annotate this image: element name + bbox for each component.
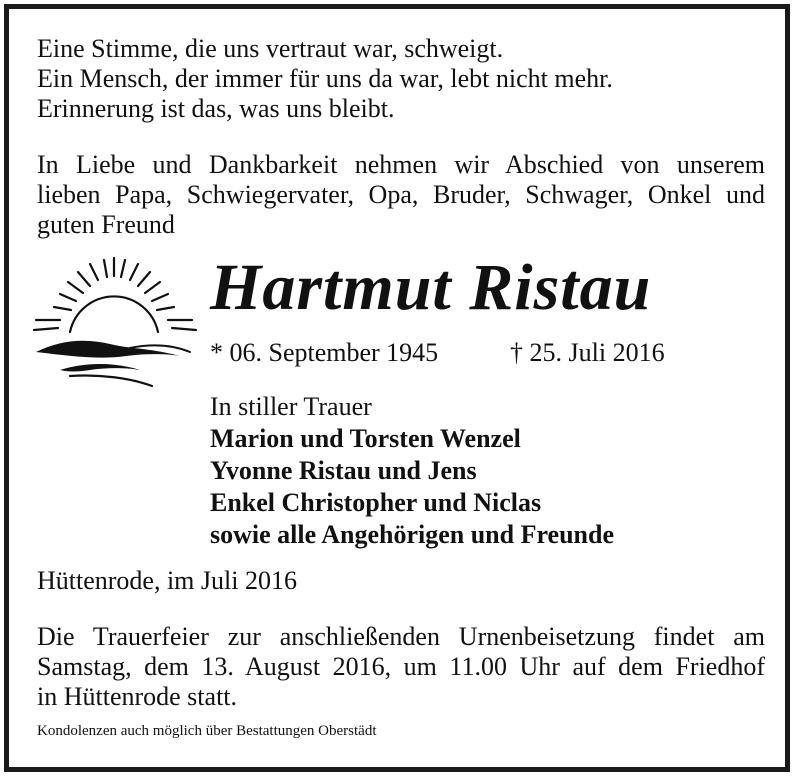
mourner-line: Enkel Christopher und Niclas [210,488,542,517]
ceremony-line-1: Die Trauerfeier zur anschließenden Urnenbeisetzung findet am [37,622,765,651]
mourner-line: Marion und Torsten Wenzel [210,424,521,453]
ceremony-line-3: in Hüttenrode statt. [37,682,238,711]
footer-note: Kondolenzen auch möglich über Bestattungen Oberstädt [37,723,377,739]
sunrise-icon [30,252,200,392]
death-date: † 25. Juli 2016 [510,338,665,367]
intro-line-2: lieben Papa, Schwiegervater, Opa, Bruder, Schwager, Onkel und [37,180,765,209]
intro-line-3: guten Freund [37,210,175,239]
poem-line-1: Eine Stimme, die uns vertraut war, schweigt. [37,34,504,63]
ceremony-line-2: Samstag, dem 13. August 2016, um 11.00 Uhr auf dem Friedhof [37,652,765,681]
mourners-heading: In stiller Trauer [210,392,372,421]
mourner-line: Yvonne Ristau und Jens [210,456,477,485]
deceased-name: Hartmut Ristau [210,251,652,324]
birth-date: * 06. September 1945 [210,338,439,367]
intro-line-1: In Liebe und Dankbarkeit nehmen wir Abschied von unserem [37,150,765,179]
mourner-line: sowie alle Angehörigen und Freunde [210,520,615,549]
poem-line-3: Erinnerung ist das, was uns bleibt. [37,94,395,123]
poem-line-2: Ein Mensch, der immer für uns da war, lebt nicht mehr. [37,64,613,93]
place-date: Hüttenrode, im Juli 2016 [37,566,297,595]
